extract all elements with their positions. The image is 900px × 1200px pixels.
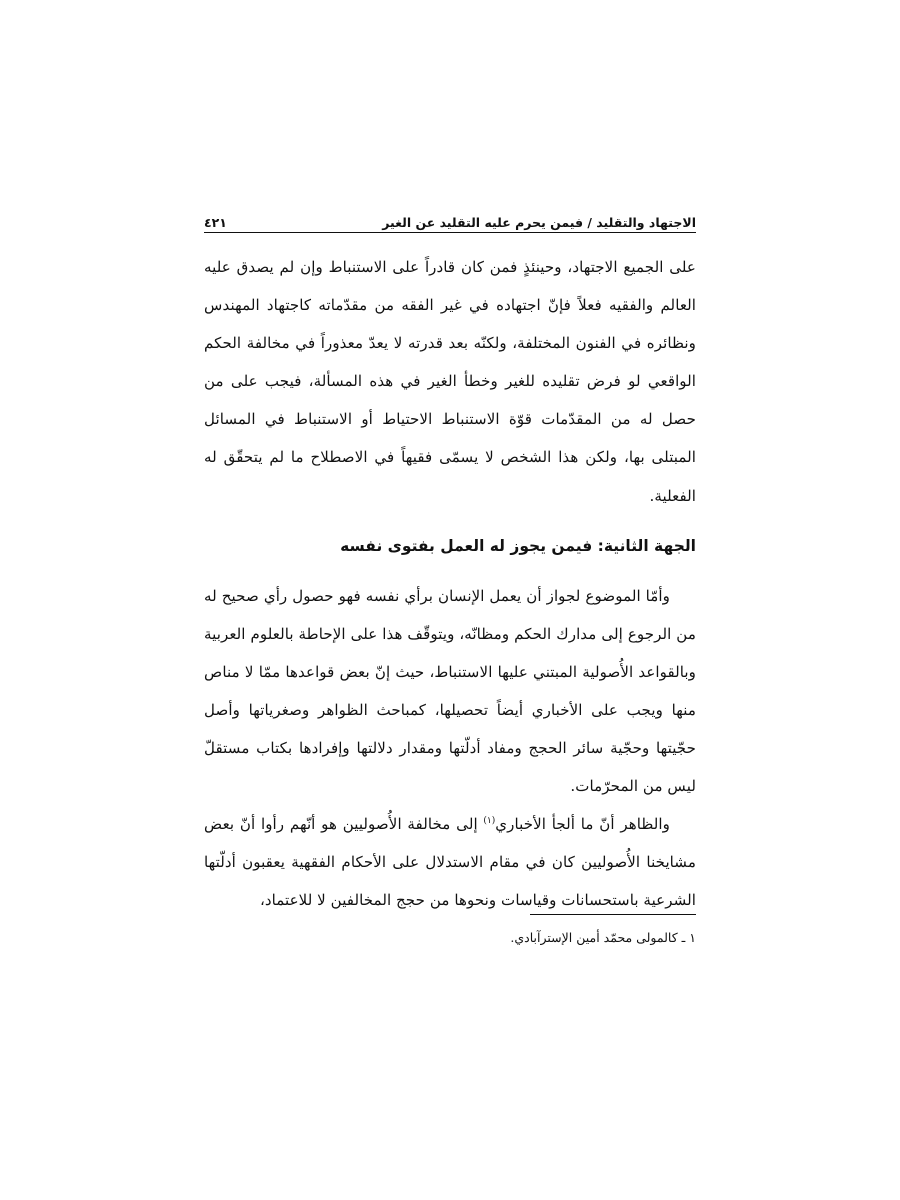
header-divider	[204, 232, 696, 233]
footnote-divider	[530, 914, 696, 915]
paragraph-2: وأمّا الموضوع لجواز أن يعمل الإنسان برأي نفسه فهو حصول رأي صحيح له من الرجوع إلى مدارك الحكم ومظانّه، ويتوقّف هذا على الإحاطة بالعلوم العربية وبالقواعد الأُصولية المبتني عليها الاستنباط، حيث إنّ بعض قواعدها ممّا لا مناص منها ويجب على الأخباري أيضاً تحصيلها، كمباحث الظواهر وصغرياتها وأصل حجّيتها وحجّية سائر الحجج ومفاد أدلّتها ومقدار دلالتها وإفرادها بكتاب مستقلّ ليس من المحرّمات.	[204, 586, 696, 796]
page-number: ٤٢١	[204, 215, 227, 230]
footnote-marker: (١)	[483, 816, 496, 827]
paragraph-3	[204, 805, 696, 919]
paragraph-3-start: والظاهر أنّ ما ألجأ الأخباري	[495, 815, 670, 834]
paragraph-3-end: إلى مخالفة الأُصوليين هو أنّهم رأوا أنّ بعض مشايخنا الأُصوليين كان في مقام الاستدلال على الأحكام الفقهية يعقبون أدلّتها الشرعية باستحسانات وقياسات ونحوها من حجج المخالفين لا للاعتماد،	[204, 815, 696, 910]
running-header	[204, 204, 696, 230]
paragraph-1: على الجميع الاجتهاد، وحينئذٍ فمن كان قادراً على الاستنباط وإن لم يصدق عليه العالم والفقيه فعلاً فإنّ اجتهاده في غير الفقه من مقدّماته كاجتهاد المهندس ونظائره في الفنون المختلفة، ولكنّه بعد قدرته لا يعدّ معذوراً في مخالفة الحكم الواقعي لو فرض تقليده للغير وخطأ الغير في هذه المسألة، فيجب على من حصل له من المقدّمات قوّة الاستنباط الاحتياط أو الاستنباط في المسائل المبتلى بها، ولكن هذا الشخص لا يسمّى فقيهاً في الاصطلاح ما لم يتحقّق له الفعلية.	[204, 258, 696, 505]
header-title: الاجتهاد والتقليد / فيمن يحرم عليه التقليد عن الغير	[382, 215, 696, 230]
footnote: ١ ـ كالمولى محمّد أمين الإسترآبادي.	[510, 930, 696, 945]
section-heading: الجهة الثانية: فيمن يجوز له العمل بفتوى نفسه	[340, 536, 696, 555]
main-text	[204, 248, 696, 920]
